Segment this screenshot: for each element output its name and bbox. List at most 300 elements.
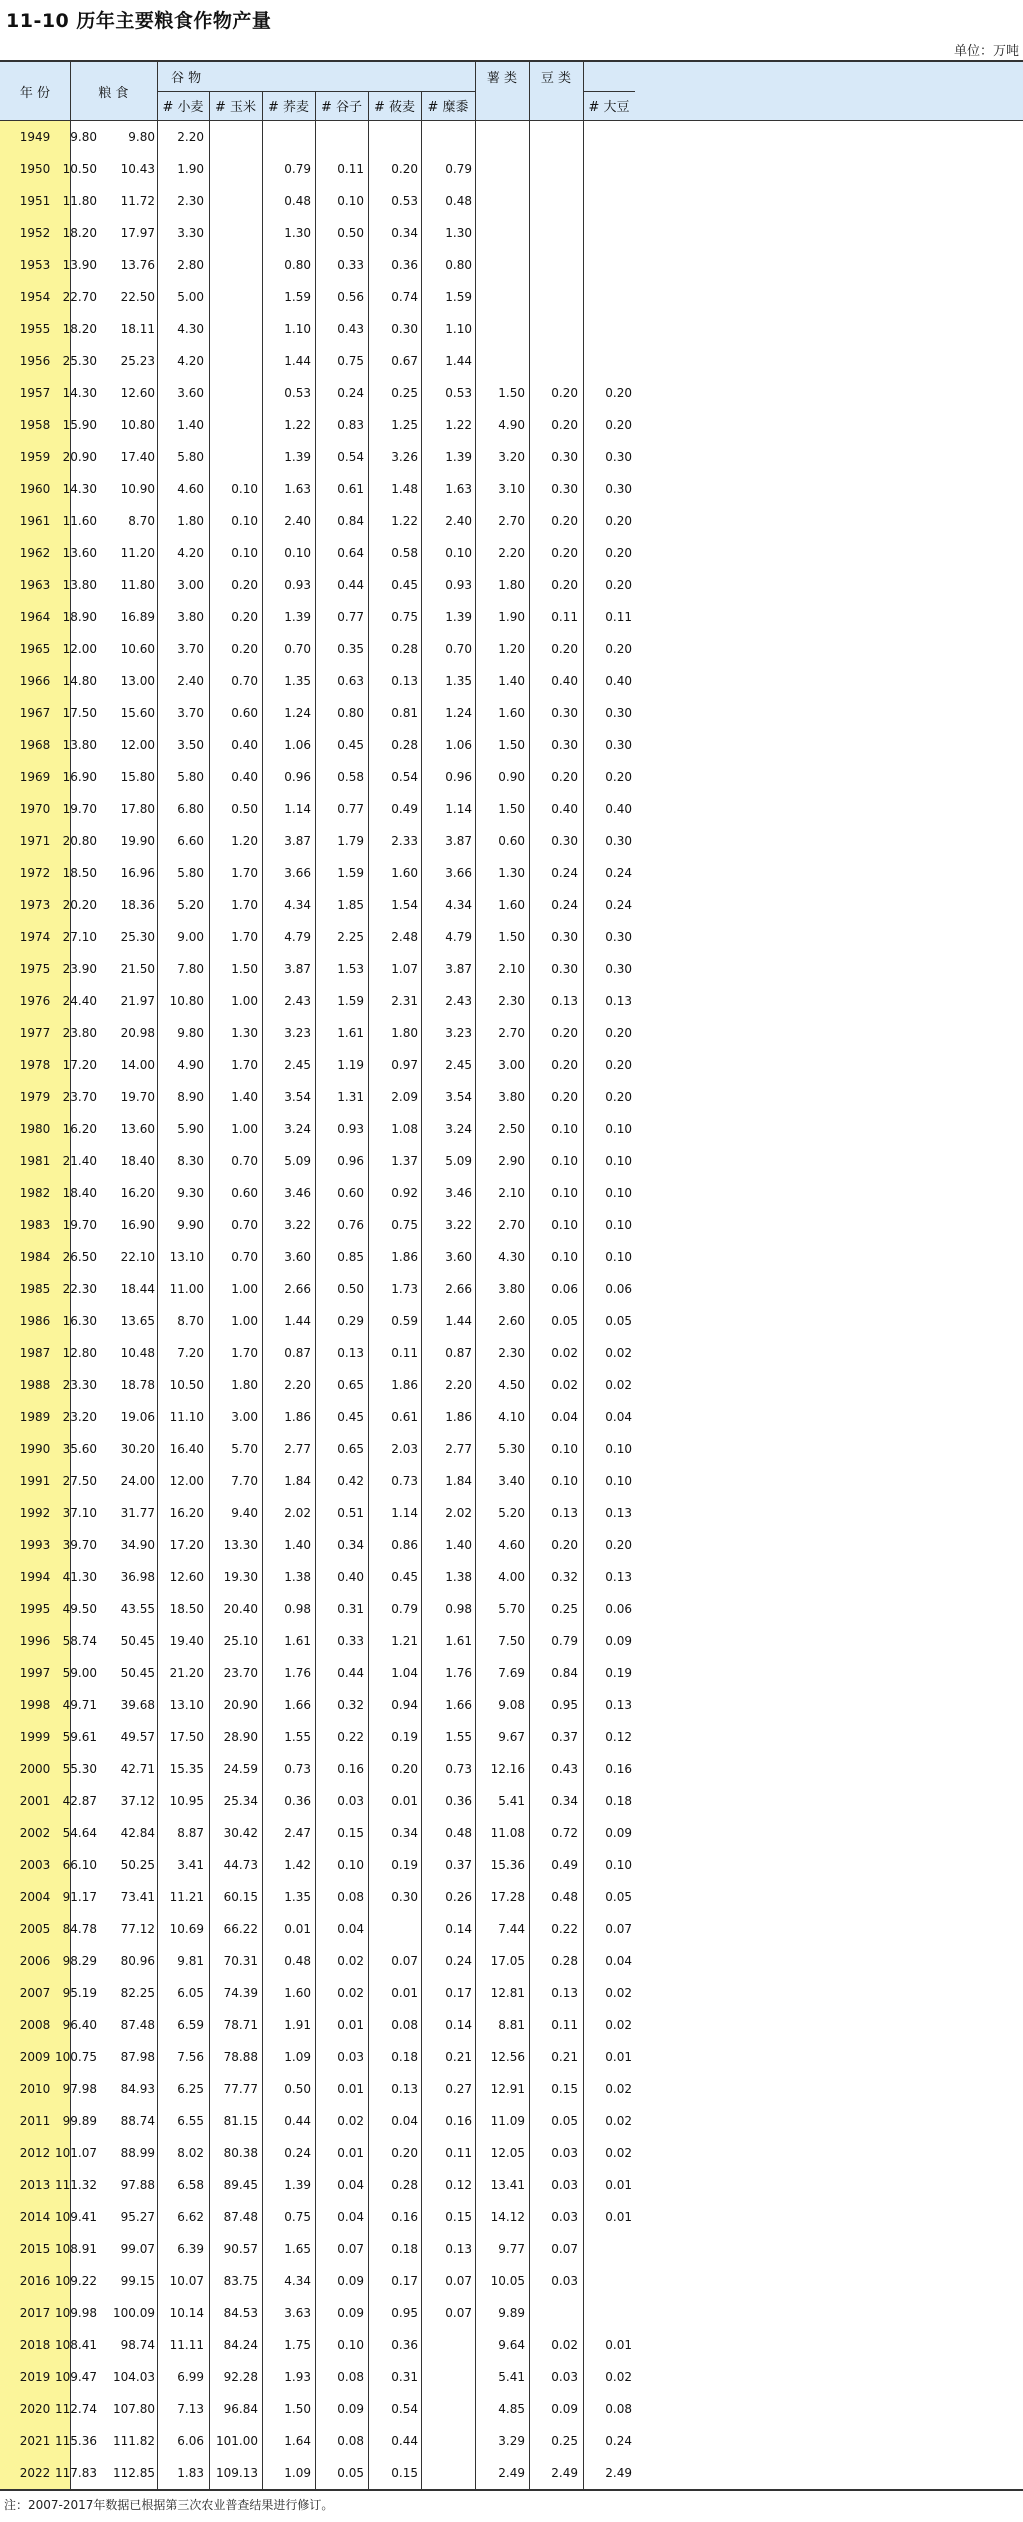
value-cell: 4.79 <box>445 930 472 944</box>
value-cell: 0.34 <box>391 1826 418 1840</box>
value-cell: 84.93 <box>120 2082 155 2096</box>
year-cell: 1984 <box>0 1241 70 1273</box>
value-cell: 1.25 <box>391 418 418 432</box>
value-cell: 0.80 <box>284 258 311 272</box>
value-cell: 2.77 <box>445 1442 472 1456</box>
table-row <box>0 2169 1023 2201</box>
value-cell: 9.81 <box>177 1954 204 1968</box>
value-cell: 104.03 <box>113 2370 155 2384</box>
value-cell: 2.43 <box>445 994 472 1008</box>
table-row <box>0 2105 1023 2137</box>
value-cell: 4.30 <box>177 322 204 336</box>
value-cell: 0.44 <box>284 2114 311 2128</box>
value-cell: 0.61 <box>391 1410 418 1424</box>
table-row <box>0 2361 1023 2393</box>
value-cell: 90.57 <box>223 2242 258 2256</box>
header-tubers: 薯 类 <box>486 71 518 86</box>
value-cell: 5.20 <box>177 898 204 912</box>
table-row <box>0 921 1023 953</box>
value-cell: 0.25 <box>391 386 418 400</box>
year-cell: 1993 <box>0 1529 70 1561</box>
value-cell: 0.60 <box>231 1186 258 1200</box>
value-cell: 2.60 <box>498 1314 525 1328</box>
value-cell: 7.44 <box>498 1922 525 1936</box>
year-cell: 2016 <box>0 2265 70 2297</box>
table-row <box>0 985 1023 1017</box>
value-cell: 0.30 <box>551 706 578 720</box>
table-row <box>0 1529 1023 1561</box>
value-cell: 0.07 <box>337 2242 364 2256</box>
value-cell: 16.96 <box>120 866 155 880</box>
value-cell: 16.40 <box>169 1442 204 1456</box>
value-cell: 0.10 <box>605 1154 632 1168</box>
value-cell: 9.64 <box>498 2338 525 2352</box>
value-cell: 3.46 <box>445 1186 472 1200</box>
value-cell: 0.03 <box>337 1794 364 1808</box>
value-cell: 4.34 <box>445 898 472 912</box>
table-row <box>0 1497 1023 1529</box>
table-row <box>0 1337 1023 1369</box>
value-cell: 0.87 <box>284 1346 311 1360</box>
value-cell: 15.36 <box>490 1858 525 1872</box>
value-cell: 0.01 <box>605 2338 632 2352</box>
value-cell: 0.10 <box>551 1186 578 1200</box>
value-cell: 0.90 <box>498 770 525 784</box>
value-cell: 0.06 <box>551 1282 578 1296</box>
value-cell: 6.60 <box>177 834 204 848</box>
value-cell: 6.25 <box>177 2082 204 2096</box>
value-cell: 0.09 <box>337 2274 364 2288</box>
value-cell: 3.54 <box>445 1090 472 1104</box>
value-cell: 77.12 <box>120 1922 155 1936</box>
value-cell: 1.60 <box>284 1986 311 2000</box>
value-cell: 0.44 <box>337 578 364 592</box>
value-cell: 1.90 <box>498 610 525 624</box>
value-cell: 109.13 <box>216 2466 258 2480</box>
value-cell: 0.87 <box>445 1346 472 1360</box>
value-cell: 0.10 <box>551 1474 578 1488</box>
table-row <box>0 1049 1023 1081</box>
value-cell: 59.00 <box>62 1666 97 1680</box>
value-cell: 3.00 <box>231 1410 258 1424</box>
year-cell: 1961 <box>0 505 70 537</box>
year-cell: 2012 <box>0 2137 70 2169</box>
value-cell: 1.30 <box>284 226 311 240</box>
value-cell: 13.65 <box>120 1314 155 1328</box>
value-cell: 19.90 <box>120 834 155 848</box>
value-cell: 1.00 <box>231 1282 258 1296</box>
table-row <box>0 1689 1023 1721</box>
value-cell <box>0 281 632 313</box>
value-cell: 9.30 <box>177 1186 204 1200</box>
value-cell: 0.24 <box>605 2434 632 2448</box>
year-cell: 1966 <box>0 665 70 697</box>
value-cell: 6.62 <box>177 2210 204 2224</box>
value-cell: 1.86 <box>391 1250 418 1264</box>
value-cell: 23.80 <box>62 1026 97 1040</box>
value-cell: 0.28 <box>391 642 418 656</box>
year-cell: 2018 <box>0 2329 70 2361</box>
value-cell: 4.30 <box>498 1250 525 1264</box>
value-cell: 26.50 <box>62 1250 97 1264</box>
value-cell: 0.21 <box>551 2050 578 2064</box>
value-cell: 0.34 <box>551 1794 578 1808</box>
table-row <box>0 1657 1023 1689</box>
value-cell: 2.43 <box>284 994 311 1008</box>
value-cell: 0.80 <box>445 258 472 272</box>
value-cell: 0.95 <box>551 1698 578 1712</box>
value-cell: 2.80 <box>177 258 204 272</box>
value-cell: 16.20 <box>120 1186 155 1200</box>
year-cell: 1978 <box>0 1049 70 1081</box>
value-cell: 3.20 <box>498 450 525 464</box>
value-cell: 0.48 <box>445 194 472 208</box>
value-cell: 0.03 <box>551 2178 578 2192</box>
value-cell: 0.04 <box>337 2178 364 2192</box>
value-cell: 54.64 <box>62 1826 97 1840</box>
value-cell: 0.10 <box>284 546 311 560</box>
year-cell: 1986 <box>0 1305 70 1337</box>
value-cell: 1.59 <box>337 994 364 1008</box>
value-cell: 0.70 <box>284 642 311 656</box>
value-cell: 34.90 <box>120 1538 155 1552</box>
value-cell: 0.73 <box>445 1762 472 1776</box>
value-cell: 1.64 <box>284 2434 311 2448</box>
value-cell: 0.05 <box>551 1314 578 1328</box>
value-cell: 8.30 <box>177 1154 204 1168</box>
value-cell: 1.44 <box>284 354 311 368</box>
table-row <box>0 857 1023 889</box>
year-cell: 1994 <box>0 1561 70 1593</box>
value-cell: 0.48 <box>284 1954 311 1968</box>
value-cell: 0.86 <box>391 1538 418 1552</box>
value-cell: 0.24 <box>605 866 632 880</box>
value-cell: 1.44 <box>284 1314 311 1328</box>
value-cell: 42.71 <box>120 1762 155 1776</box>
value-cell: 97.88 <box>120 2178 155 2192</box>
value-cell: 2.30 <box>498 1346 525 1360</box>
value-cell: 0.45 <box>337 738 364 752</box>
value-cell: 1.50 <box>284 2402 311 2416</box>
value-cell: 5.41 <box>498 1794 525 1808</box>
value-cell: 1.20 <box>498 642 525 656</box>
value-cell: 108.91 <box>55 2242 97 2256</box>
value-cell: 0.64 <box>337 546 364 560</box>
value-cell: 0.07 <box>605 1922 632 1936</box>
value-cell: 0.20 <box>231 578 258 592</box>
value-cell: 0.65 <box>337 1378 364 1392</box>
value-cell: 0.30 <box>551 738 578 752</box>
table-row <box>0 2393 1023 2425</box>
value-cell: 0.10 <box>605 1250 632 1264</box>
value-cell: 98.29 <box>62 1954 97 1968</box>
value-cell: 0.84 <box>337 514 364 528</box>
value-cell: 2.09 <box>391 1090 418 1104</box>
value-cell: 95.19 <box>62 1986 97 2000</box>
value-cell: 0.20 <box>605 770 632 784</box>
value-cell: 18.20 <box>62 322 97 336</box>
year-cell: 2011 <box>0 2105 70 2137</box>
value-cell: 3.87 <box>284 834 311 848</box>
value-cell: 0.20 <box>605 578 632 592</box>
table-row <box>0 1817 1023 1849</box>
value-cell: 18.40 <box>120 1154 155 1168</box>
table-row <box>0 1081 1023 1113</box>
value-cell: 3.87 <box>284 962 311 976</box>
value-cell: 0.75 <box>391 610 418 624</box>
year-cell: 2006 <box>0 1945 70 1977</box>
value-cell: 4.20 <box>177 354 204 368</box>
table-row <box>0 2041 1023 2073</box>
value-cell: 108.41 <box>55 2338 97 2352</box>
value-cell: 0.18 <box>391 2050 418 2064</box>
value-cell: 4.10 <box>498 1410 525 1424</box>
value-cell: 0.02 <box>605 2114 632 2128</box>
value-cell: 14.12 <box>490 2210 525 2224</box>
value-cell: 0.01 <box>337 2018 364 2032</box>
value-cell: 1.70 <box>231 866 258 880</box>
header-oats: # 莜麦 <box>373 100 416 115</box>
value-cell: 1.30 <box>498 866 525 880</box>
value-cell: 0.35 <box>337 642 364 656</box>
value-cell: 2.77 <box>284 1442 311 1456</box>
value-cell: 44.73 <box>223 1858 258 1872</box>
value-cell: 0.30 <box>551 962 578 976</box>
value-cell: 0.15 <box>391 2466 418 2480</box>
value-cell: 9.77 <box>498 2242 525 2256</box>
value-cell: 31.77 <box>120 1506 155 1520</box>
value-cell: 3.66 <box>445 866 472 880</box>
value-cell: 0.24 <box>445 1954 472 1968</box>
value-cell: 0.13 <box>605 1698 632 1712</box>
value-cell: 8.70 <box>128 514 155 528</box>
value-cell: 0.20 <box>551 546 578 560</box>
value-cell: 2.48 <box>391 930 418 944</box>
year-cell: 1960 <box>0 473 70 505</box>
value-cell: 0.50 <box>284 2082 311 2096</box>
value-cell: 16.90 <box>62 770 97 784</box>
value-cell: 0.10 <box>605 1122 632 1136</box>
value-cell: 2.66 <box>445 1282 472 1296</box>
table-row <box>0 2073 1023 2105</box>
value-cell: 2.30 <box>177 194 204 208</box>
value-cell: 5.00 <box>177 290 204 304</box>
value-cell: 12.00 <box>169 1474 204 1488</box>
value-cell: 83.75 <box>223 2274 258 2288</box>
value-cell: 3.30 <box>177 226 204 240</box>
value-cell: 0.84 <box>551 1666 578 1680</box>
value-cell: 109.22 <box>55 2274 97 2288</box>
value-cell: 0.30 <box>551 834 578 848</box>
year-cell: 1997 <box>0 1657 70 1689</box>
value-cell: 84.78 <box>62 1922 97 1936</box>
value-cell: 0.09 <box>551 2402 578 2416</box>
table-row <box>0 793 1023 825</box>
value-cell: 18.78 <box>120 1378 155 1392</box>
value-cell: 0.09 <box>605 1826 632 1840</box>
value-cell: 109.47 <box>55 2370 97 2384</box>
year-cell: 1989 <box>0 1401 70 1433</box>
value-cell: 0.98 <box>445 1602 472 1616</box>
value-cell: 0.80 <box>337 706 364 720</box>
value-cell: 15.60 <box>120 706 155 720</box>
value-cell: 1.79 <box>337 834 364 848</box>
value-cell: 9.00 <box>177 930 204 944</box>
value-cell: 4.00 <box>498 1570 525 1584</box>
value-cell: 0.76 <box>337 1218 364 1232</box>
value-cell: 1.60 <box>498 706 525 720</box>
value-cell: 87.98 <box>120 2050 155 2064</box>
year-cell: 2014 <box>0 2201 70 2233</box>
value-cell: 22.30 <box>62 1282 97 1296</box>
value-cell: 12.60 <box>120 386 155 400</box>
value-cell: 6.05 <box>177 1986 204 2000</box>
value-cell: 0.95 <box>391 2306 418 2320</box>
value-cell: 8.70 <box>177 1314 204 1328</box>
value-cell: 20.98 <box>120 1026 155 1040</box>
value-cell: 11.60 <box>62 514 97 528</box>
value-cell: 0.16 <box>337 1762 364 1776</box>
table-row <box>0 761 1023 793</box>
year-cell: 1949 <box>0 121 70 153</box>
value-cell: 0.12 <box>605 1730 632 1744</box>
value-cell: 0.11 <box>551 610 578 624</box>
value-cell: 0.01 <box>605 2210 632 2224</box>
value-cell: 0.24 <box>337 386 364 400</box>
value-cell: 0.17 <box>445 1986 472 2000</box>
value-cell: 0.37 <box>551 1730 578 1744</box>
value-cell: 0.28 <box>391 2178 418 2192</box>
year-cell: 2022 <box>0 2457 70 2489</box>
value-cell: 1.61 <box>445 1634 472 1648</box>
value-cell: 0.50 <box>337 1282 364 1296</box>
value-cell: 0.13 <box>391 674 418 688</box>
value-cell: 1.59 <box>445 290 472 304</box>
table-row <box>0 1145 1023 1177</box>
value-cell: 1.39 <box>284 610 311 624</box>
value-cell: 1.65 <box>284 2242 311 2256</box>
value-cell: 0.01 <box>605 2050 632 2064</box>
value-cell: 1.24 <box>445 706 472 720</box>
value-cell: 2.20 <box>177 130 204 144</box>
value-cell: 92.28 <box>223 2370 258 2384</box>
value-cell: 0.13 <box>551 1986 578 2000</box>
value-cell: 0.93 <box>337 1122 364 1136</box>
value-cell: 19.06 <box>120 1410 155 1424</box>
value-cell: 8.87 <box>177 1826 204 1840</box>
value-cell: 97.98 <box>62 2082 97 2096</box>
value-cell: 0.08 <box>391 2018 418 2032</box>
value-cell: 78.88 <box>223 2050 258 2064</box>
year-cell: 1981 <box>0 1145 70 1177</box>
year-cell: 1973 <box>0 889 70 921</box>
table-row <box>0 1753 1023 1785</box>
value-cell: 1.30 <box>445 226 472 240</box>
value-cell: 1.40 <box>445 1538 472 1552</box>
value-cell: 27.50 <box>62 1474 97 1488</box>
value-cell: 16.20 <box>62 1122 97 1136</box>
value-cell: 18.50 <box>169 1602 204 1616</box>
value-cell: 3.54 <box>284 1090 311 1104</box>
value-cell: 1.04 <box>391 1666 418 1680</box>
value-cell: 13.30 <box>223 1538 258 1552</box>
value-cell: 0.10 <box>551 1218 578 1232</box>
value-cell: 1.40 <box>177 418 204 432</box>
value-cell: 0.53 <box>445 386 472 400</box>
value-cell: 96.84 <box>223 2402 258 2416</box>
value-cell: 0.02 <box>337 2114 364 2128</box>
value-cell: 0.79 <box>551 1634 578 1648</box>
value-cell: 0.30 <box>605 738 632 752</box>
value-cell: 5.90 <box>177 1122 204 1136</box>
value-cell: 19.70 <box>62 1218 97 1232</box>
value-cell: 1.35 <box>284 674 311 688</box>
value-cell: 0.02 <box>605 2146 632 2160</box>
value-cell: 117.83 <box>55 2466 97 2480</box>
value-cell: 19.70 <box>120 1090 155 1104</box>
value-cell: 2.25 <box>337 930 364 944</box>
value-cell: 1.00 <box>231 1122 258 1136</box>
value-cell: 0.30 <box>391 1890 418 1904</box>
value-cell: 3.10 <box>498 482 525 496</box>
value-cell: 96.40 <box>62 2018 97 2032</box>
value-cell: 0.44 <box>337 1666 364 1680</box>
value-cell: 0.10 <box>605 1218 632 1232</box>
value-cell: 15.90 <box>62 418 97 432</box>
value-cell: 39.68 <box>120 1698 155 1712</box>
year-cell: 1965 <box>0 633 70 665</box>
value-cell: 0.04 <box>337 2210 364 2224</box>
value-cell: 1.09 <box>284 2466 311 2480</box>
value-cell: 23.30 <box>62 1378 97 1392</box>
value-cell: 0.20 <box>551 1026 578 1040</box>
value-cell <box>0 313 632 345</box>
value-cell: 4.85 <box>498 2402 525 2416</box>
value-cell: 0.73 <box>284 1762 311 1776</box>
value-cell: 0.33 <box>337 1634 364 1648</box>
value-cell: 0.21 <box>445 2050 472 2064</box>
value-cell: 55.30 <box>62 1762 97 1776</box>
value-cell: 1.93 <box>284 2370 311 2384</box>
value-cell: 22.10 <box>120 1250 155 1264</box>
value-cell: 3.29 <box>498 2434 525 2448</box>
value-cell: 0.20 <box>551 642 578 656</box>
value-cell: 0.20 <box>605 1058 632 1072</box>
value-cell: 0.20 <box>605 514 632 528</box>
value-cell: 14.30 <box>62 482 97 496</box>
year-cell: 1962 <box>0 537 70 569</box>
table-row <box>0 217 1023 249</box>
value-cell: 0.20 <box>231 610 258 624</box>
value-cell: 3.80 <box>498 1090 525 1104</box>
year-cell: 2020 <box>0 2393 70 2425</box>
value-cell: 0.81 <box>391 706 418 720</box>
value-cell: 15.80 <box>120 770 155 784</box>
value-cell: 10.60 <box>120 642 155 656</box>
value-cell: 0.96 <box>337 1154 364 1168</box>
table-row <box>0 2425 1023 2457</box>
header-year: 年 份 <box>19 85 51 101</box>
year-cell: 1964 <box>0 601 70 633</box>
value-cell: 0.02 <box>605 2370 632 2384</box>
year-cell: 1988 <box>0 1369 70 1401</box>
value-cell: 101.07 <box>55 2146 97 2160</box>
table-row <box>0 345 1023 377</box>
value-cell: 0.08 <box>605 2402 632 2416</box>
value-cell: 0.19 <box>391 1858 418 1872</box>
value-cell: 20.40 <box>223 1602 258 1616</box>
value-cell: 23.90 <box>62 962 97 976</box>
